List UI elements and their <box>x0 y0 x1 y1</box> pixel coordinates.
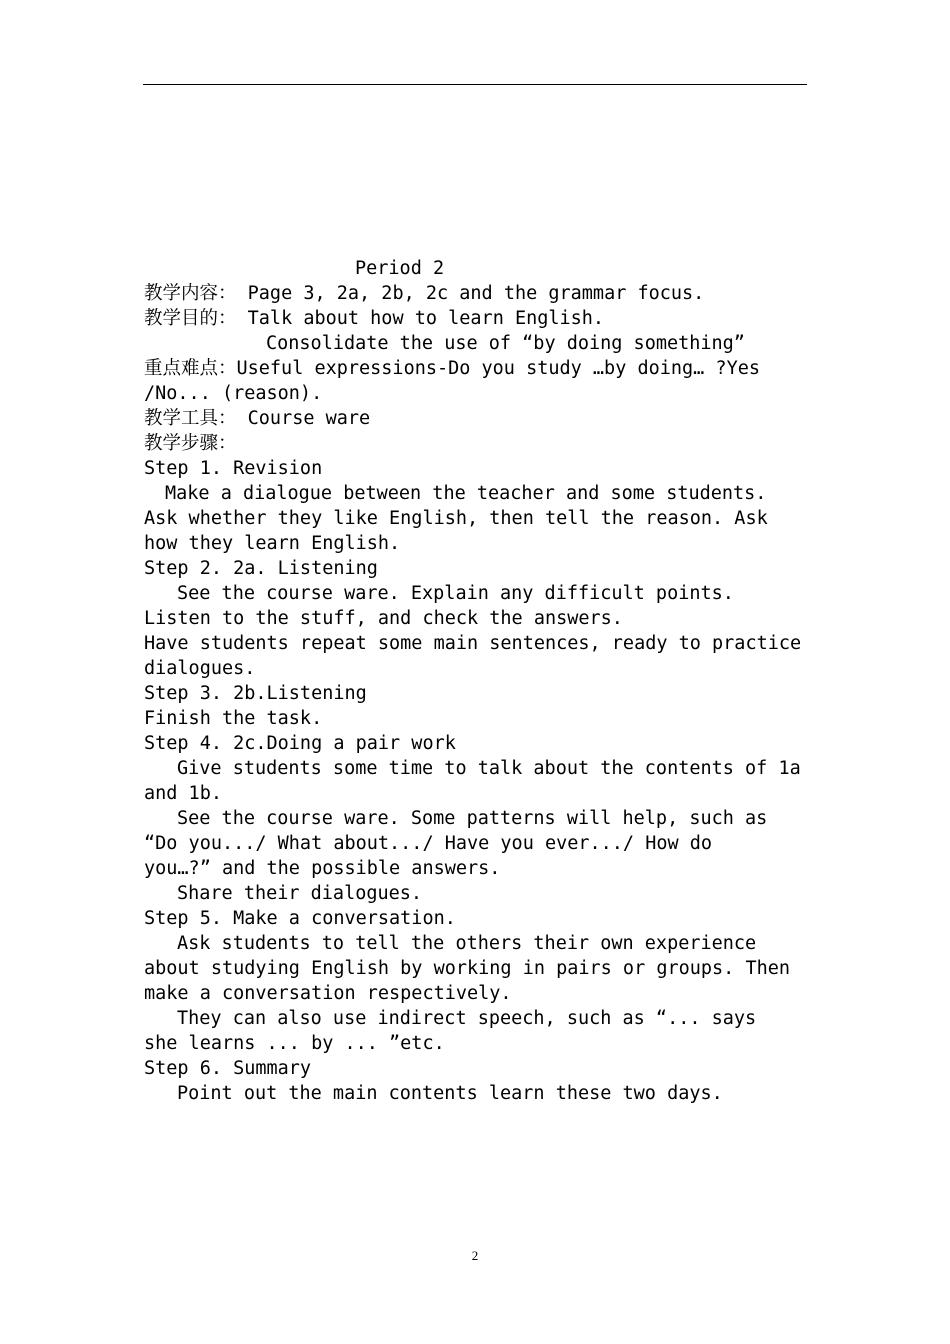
step-4-line: Give students some time to talk about the contents of 1a <box>177 758 801 779</box>
teaching-content-value: Page 3, 2a, 2b, 2c and the grammar focus. <box>247 283 705 304</box>
header-rule <box>143 84 807 85</box>
teaching-aims-value-2: Consolidate the use of “by doing something” <box>266 333 745 354</box>
step-5-line: she learns ... by ... ”etc. <box>144 1033 445 1054</box>
step-1-heading: Step 1. Revision <box>144 458 323 479</box>
step-4-line: See the course ware. Some patterns will help, such as <box>177 808 768 829</box>
step-2-line: Listen to the stuff, and check the answers. <box>144 608 623 629</box>
teaching-steps-label: 教学步骤： <box>144 433 237 454</box>
step-1-line: Make a dialogue between the teacher and some students. <box>165 483 767 504</box>
page-number: 2 <box>471 1248 479 1263</box>
teaching-tools-value: Course ware <box>247 408 371 429</box>
lesson-plan-content <box>144 256 824 1106</box>
teaching-aims-row <box>144 306 824 331</box>
step-4-line: and 1b. <box>144 783 222 804</box>
step-2-line: See the course ware. Explain any difficult points. <box>177 583 734 604</box>
step-4-line: Share their dialogues. <box>177 883 423 904</box>
key-points-line-2: /No... (reason). <box>144 383 323 404</box>
step-6-line: Point out the main contents learn these two days. <box>177 1083 723 1104</box>
step-5-line: Ask students to tell the others their own experience <box>177 933 757 954</box>
step-4-heading: Step 4. 2c.Doing a pair work <box>144 733 456 754</box>
teaching-content-row <box>144 281 824 306</box>
step-2-line: Have students repeat some main sentences, ready to practice <box>144 633 802 654</box>
teaching-content-label: 教学内容： <box>144 283 237 304</box>
step-3-line: Finish the task. <box>144 708 323 729</box>
step-4-line: you…?” and the possible answers. <box>144 858 501 879</box>
step-4-line: “Do you.../ What about.../ Have you ever.../ How do <box>144 833 713 854</box>
teaching-aims-label: 教学目的： <box>144 308 237 329</box>
teaching-tools-row <box>144 406 824 431</box>
step-1-line: how they learn English. <box>144 533 401 554</box>
step-5-line: about studying English by working in pairs or groups. Then <box>144 958 791 979</box>
step-3-heading: Step 3. 2b.Listening <box>144 683 367 704</box>
period-title: Period 2 <box>355 258 445 279</box>
step-2-heading: Step 2. 2a. Listening <box>144 558 378 579</box>
step-5-line: make a conversation respectively. <box>144 983 512 1004</box>
key-points-line-1: 重点难点：Useful expressions-Do you study …by doing… ?Yes <box>144 358 760 379</box>
step-6-heading: Step 6. Summary <box>144 1058 312 1079</box>
step-1-line: Ask whether they like English, then tell the reason. Ask <box>144 508 768 529</box>
step-2-line: dialogues. <box>144 658 256 679</box>
teaching-aims-value-1: Talk about how to learn English. <box>247 308 605 329</box>
step-5-line: They can also use indirect speech, such as “... says <box>177 1008 757 1029</box>
teaching-tools-label: 教学工具： <box>144 408 237 429</box>
step-5-heading: Step 5. Make a conversation. <box>144 908 456 929</box>
